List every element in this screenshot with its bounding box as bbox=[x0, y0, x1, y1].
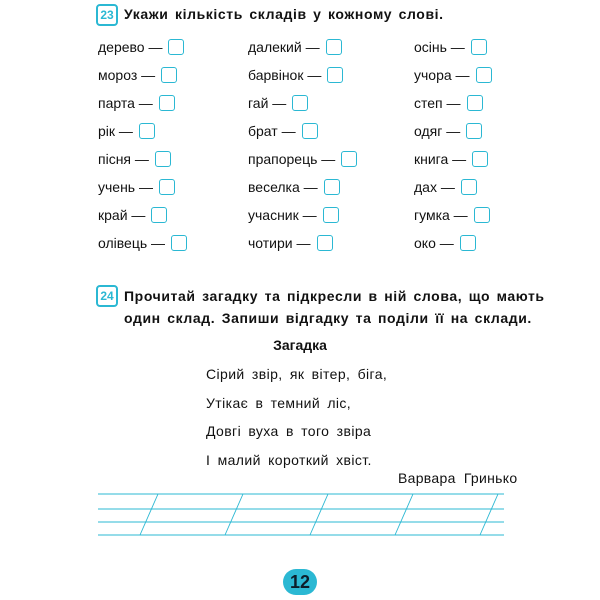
poem-line-3: Довгі вуха в того звіра bbox=[206, 423, 372, 439]
word-label: далекий — bbox=[248, 39, 320, 55]
poem-line-1: Сірий звір, як вітер, біга, bbox=[206, 366, 388, 382]
poem-author: Варвара Гринько bbox=[398, 470, 518, 486]
word-label: книга — bbox=[414, 151, 467, 167]
task-24-title-line-1: Прочитай загадку та підкресли в ній слова, що мають bbox=[124, 288, 545, 304]
page-number: 12 bbox=[283, 569, 317, 595]
word-label: пісня — bbox=[98, 151, 149, 167]
word-label: учасник — bbox=[248, 207, 317, 223]
word-label: брат — bbox=[248, 123, 296, 139]
word-label: учора — bbox=[414, 67, 470, 83]
word-label: гумка — bbox=[414, 207, 468, 223]
task-23-title: Укажи кількість складів у кожному слові. bbox=[124, 6, 444, 22]
task-24-number-badge: 24 bbox=[96, 285, 118, 307]
word-label: веселка — bbox=[248, 179, 318, 195]
word-label: гай — bbox=[248, 95, 287, 111]
word-label: око — bbox=[414, 235, 454, 251]
word-label: рік — bbox=[98, 123, 133, 139]
poem-line-4: І малий короткий хвіст. bbox=[206, 452, 372, 468]
word-label: олівець — bbox=[98, 235, 166, 251]
task-23-number-badge: 23 bbox=[96, 4, 118, 26]
word-label: одяг — bbox=[414, 123, 461, 139]
word-label: край — bbox=[98, 207, 146, 223]
word-label: учень — bbox=[98, 179, 153, 195]
word-label: чотири — bbox=[248, 235, 311, 251]
riddle-title: Загадка bbox=[273, 337, 327, 353]
poem-line-2: Утікає в темний ліс, bbox=[206, 395, 352, 411]
word-label: степ — bbox=[414, 95, 461, 111]
task-24-title-line-2: один склад. Запиши відгадку та поділи її на склади. bbox=[124, 310, 532, 326]
word-label: осінь — bbox=[414, 39, 465, 55]
word-label: мороз — bbox=[98, 67, 156, 83]
word-label: дах — bbox=[414, 179, 455, 195]
word-label: барвінок — bbox=[248, 67, 322, 83]
word-label: прапорець — bbox=[248, 151, 336, 167]
word-label: парта — bbox=[98, 95, 153, 111]
word-label: дерево — bbox=[98, 39, 163, 55]
